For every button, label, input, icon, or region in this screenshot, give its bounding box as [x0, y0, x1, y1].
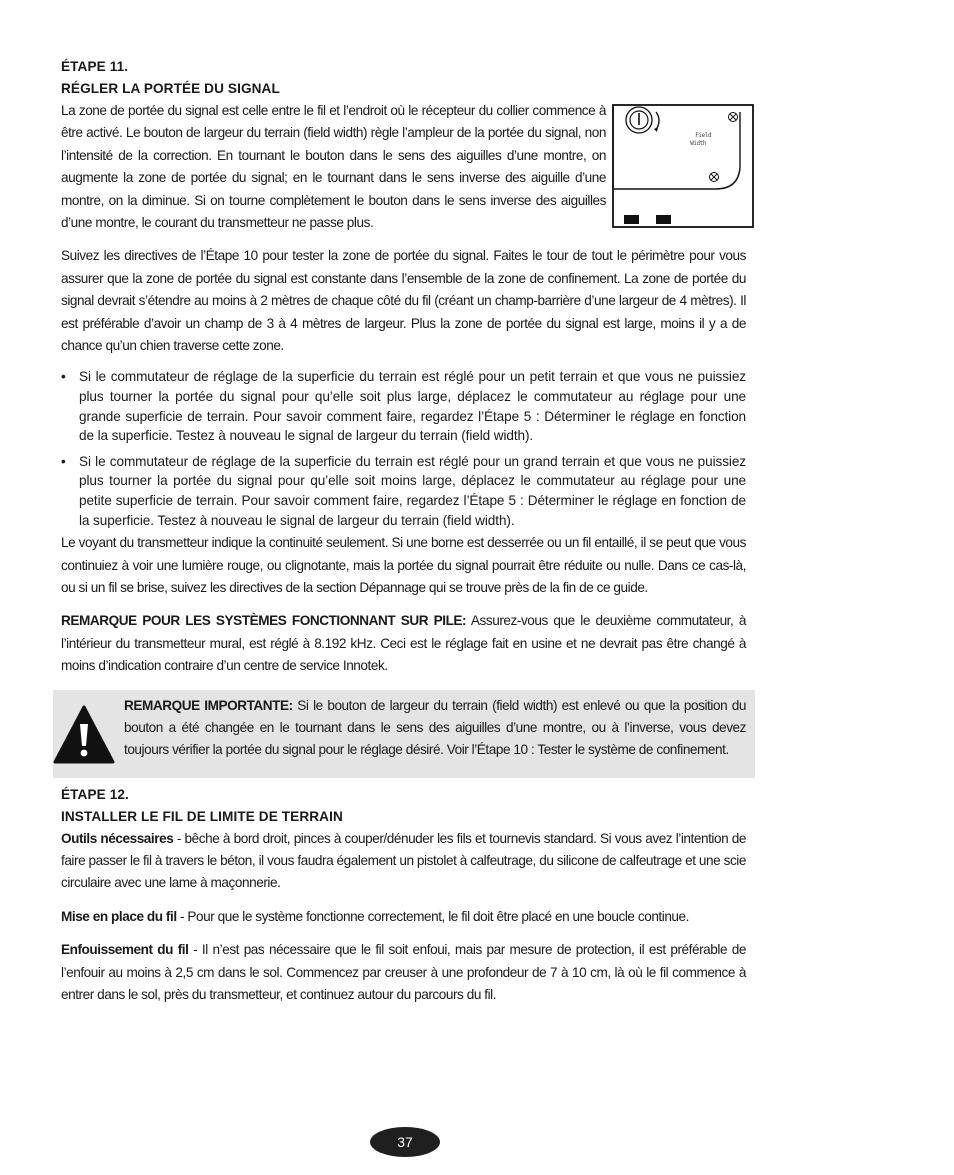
- tools-text: - bêche à bord droit, pinces à couper/dénuder les fils et tournevis standard. Si vous avez l’intention de faire passer le fil à travers le béton, il vous faudra également un pistolet à calfeutrage, du silicone de calfeutrage et une scie circulaire avec une lame à maçonnerie.: [61, 830, 747, 891]
- burying-paragraph: [61, 939, 746, 1006]
- important-note-text-block: [124, 695, 746, 762]
- burying-text: - Il n’est pas nécessaire que le fil soit enfoui, mais par mesure de protection, il est préférable de l’enfouir au moins à 2,5 cm dans le sol. Commencez par creuser à une profondeur de 7 à 10 cm, là où le fil commence à entrer dans le sol, près du transmetteur, et continuez autour du parcours du fil.: [61, 942, 746, 1003]
- width-label-text: Width: [690, 140, 706, 147]
- battery-note-text: Assurez-vous que le deuxième commutateur, à l’intérieur du transmetteur mural, est réglé à 8.192 kHz. Ceci est le réglage fait en usine et ne devrait pas être changé à moins d’indication contraire d’un centre de service Innotek.: [61, 613, 746, 674]
- bullet-text: Si le commutateur de réglage de la superficie du terrain est réglé pour un petit terrain et que vous ne puissiez plus tourner la portée du signal pour qu’elle soit plus large, déplacez le commutateur au réglage pour une grande superficie de terrain. Pour savoir comment faire, regardez l’Étape 5 : Déterminer le réglage en fonction de la superficie. Testez à nouveau le signal de largeur du terrain (field width).: [79, 369, 746, 444]
- battery-note-label: REMARQUE POUR LES SYSTÈMES FONCTIONNANT SUR PILE:: [61, 613, 467, 629]
- burying-label: Enfouissement du fil: [61, 942, 189, 958]
- important-note-box: [53, 690, 755, 778]
- list-item: [61, 452, 746, 530]
- indicator-paragraph: Le voyant du transmetteur indique la continuité seulement. Si une borne est desserrée ou un fil entaillé, il se peut que vous continuiez à voir une lumière rouge, ou clignotante, mais la portée du signal pourrait être réduite ou nulle. Dans ce cas-là, ou si un fil se brise, suivez les directives de la section Dépannage qui se trouve près de la fin de ce guide.: [61, 535, 746, 596]
- bullet-text: Si le commutateur de réglage de la superficie du terrain est réglé pour un grand terrain et que vous ne puissiez plus tourner la portée du signal pour qu’elle soit moins large, déplacez le commutateur au réglage pour une petite superficie de terrain. Pour savoir comment faire, regardez l’Étape 5 : Déterminer le réglage en fonction de la superficie. Testez à nouveau le signal de largeur du terrain (field width).: [79, 453, 746, 528]
- tools-label: Outils nécessaires: [61, 830, 174, 846]
- battery-note: [61, 610, 746, 677]
- field-label-text: Field: [695, 132, 711, 139]
- step-11-title: RÉGLER LA PORTÉE DU SIGNAL: [61, 81, 280, 96]
- warning-triangle-icon: [53, 704, 115, 766]
- step-12-title: INSTALLER LE FIL DE LIMITE DE TERRAIN: [61, 808, 343, 824]
- list-item: [61, 367, 746, 445]
- step-11-intro: La zone de portée du signal est celle entre le fil et l’endroit où le récepteur du collier commence à être activé. Le bouton de largeur du terrain (field width) règle l’ampleur de la portée du signal, non l’intensité de la correction. En tournant le bouton dans le sens des aiguilles d’une montre, on augmente la zone de portée du signal; en le tournant dans le sens inverse des aiguille d’une montre, on la diminue. Si on tourne complètement le bouton dans le sens inverse des aiguilles d’une montre, le courant du transmetteur ne passe plus.: [61, 103, 606, 231]
- page-number: 37: [370, 1127, 440, 1157]
- bullet-list: [61, 367, 746, 530]
- placement-label: Mise en place du fil: [61, 908, 177, 924]
- page-content: [61, 56, 746, 1007]
- step-11-number: ÉTAPE 11.: [61, 59, 129, 74]
- important-note-text: Si le bouton de largeur du terrain (field width) est enlevé ou que la position du bouton a été changée en le tournant dans le sens des aiguilles d’une montre, ou à l’inverse, vous devez toujours vérifier la portée du signal pour le réglage désiré. Voir l’Étape 10 : Tester le système de confinement.: [124, 697, 746, 758]
- bullet-marker: •: [61, 369, 66, 385]
- step-12-number: ÉTAPE 12.: [61, 786, 129, 802]
- bullet-marker: •: [61, 453, 66, 469]
- step-11-test-paragraph: Suivez les directives de l’Étape 10 pour tester la zone de portée du signal. Faites le tour de tout le périmètre pour vous assurer que la zone de portée du signal est constante dans l’ensemble de la zone de confinement. La zone de portée du signal devrait s’étendre au moins à 2 mètres de chaque côté du fil (créant un champ-barrière d’une largeur de 4 mètres). Il est préférable d’avoir un champ de 3 à 4 mètres de largeur. Plus la zone de portée du signal est large, moins il y a de chance qu’un chien traverse cette zone.: [61, 248, 746, 354]
- placement-paragraph: [61, 906, 746, 928]
- field-width-knob-diagram: [612, 104, 754, 228]
- important-note-label: REMARQUE IMPORTANTE:: [124, 697, 293, 713]
- tools-paragraph: [61, 828, 746, 895]
- placement-text: - Pour que le système fonctionne correctement, le fil doit être placé en une boucle continue.: [176, 908, 689, 924]
- step-11-intro-block: [61, 100, 746, 357]
